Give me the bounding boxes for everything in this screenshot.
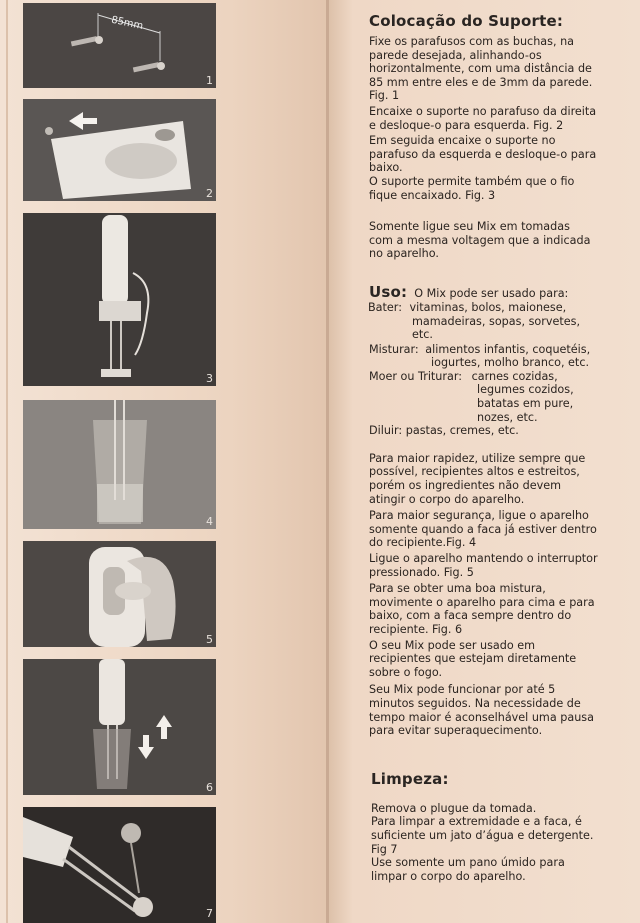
bracket-illustration <box>23 99 216 201</box>
mixer-glass-illustration <box>23 400 216 529</box>
figure-number: 5 <box>206 633 213 646</box>
figure-7-cleaning <box>23 807 216 923</box>
cleaning-illustration <box>23 807 216 923</box>
paragraph: Para se obter uma boa mistura, movimente o aparelho para cima e para baixo, com a faca sempre dentro do recipiente. Fig. 6 <box>369 582 595 636</box>
hand-mixer-illustration <box>23 541 216 647</box>
paragraph: Para maior rapidez, utilize sempre que possível, recipientes altos e estreitos, porém os ingredientes não devem atingir o corpo do aparelho. <box>369 451 586 506</box>
figure-6-up-down-motion <box>23 659 216 795</box>
paragraph: O suporte permite também que o fio fique encaixado. Fig. 3 <box>369 174 575 202</box>
section-title-uso: Uso: <box>369 282 408 301</box>
motion-illustration <box>23 659 216 795</box>
page-fold <box>326 0 329 923</box>
paragraph: Encaixe o suporte no parafuso da direita e desloque-o para esquerda. Fig. 2 <box>369 104 597 132</box>
page-margin-line <box>6 0 8 923</box>
screw-illustration <box>23 3 216 88</box>
figure-number: 1 <box>206 74 213 87</box>
figure-number: 6 <box>206 781 213 794</box>
paragraph: Use somente um pano úmido para limpar o corpo do aparelho. <box>371 856 565 883</box>
paragraph: Para maior segurança, ligue o aparelho somente quando a faca já estiver dentro do recipiente.Fig. 4 <box>369 509 597 550</box>
paragraph: O seu Mix pode ser usado em recipientes que estejam diretamente sobre o fogo. <box>369 638 577 679</box>
paragraph: Em seguida encaixe o suporte no parafuso da esquerda e desloque-o para baixo. <box>369 134 597 175</box>
figure-number: 2 <box>206 187 213 200</box>
figure-number: 7 <box>206 907 213 920</box>
figure-5-hand-holding-mixer <box>23 541 216 647</box>
dimension-label: 85mm <box>110 14 145 33</box>
use-item-diluir: Diluir: pastas, cremes, etc. <box>369 424 519 438</box>
paragraph: Somente ligue seu Mix em tomadas com a mesma voltagem que a indicada no aparelho. <box>369 220 591 261</box>
section-title-limpeza: Limpeza: <box>371 769 449 788</box>
paragraph: Remova o plugue da tomada. <box>371 801 537 815</box>
paragraph: Para limpar a extremidade e a faca, é suficiente um jato d’água e detergente. Fig 7 <box>371 815 594 856</box>
figure-4-mixer-in-glass <box>23 400 216 529</box>
use-item-bater: Bater: vitaminas, bolos, maionese, <box>368 300 567 314</box>
uso-intro: O Mix pode ser usado para: <box>414 286 569 300</box>
figure-number: 3 <box>206 372 213 385</box>
section-title-suporte: Colocação do Suporte: <box>369 12 564 30</box>
figure-3-mixer-on-wall <box>23 213 216 386</box>
figure-number: 4 <box>206 515 213 528</box>
instructions-column: Colocação do Suporte: Fixe os parafusos com as buchas, na parede desejada, alinhando-os horizontalmente, com uma distância de 85 mm entre eles e de 3mm da parede. Fig. 1 Encaixe o suporte no parafuso da direita e desloque-o para esquerda. Fig. 2 Em seguida encaixe o suporte no parafuso da esquerda e desloque-o para baixo. O suporte permite também que o fio fique encaixado. Fig. 3 Somente ligue seu Mix em tomadas com a mesma voltagem que a indicada no aparelho. Uso: O Mix pode ser usado para: Bater: vitaminas, bolos, maionese, mamadeiras, sopas, sorvetes, etc. Misturar: alimentos infantis, coquetéis, iogurtes, molho branco, etc. Moer ou Triturar: carnes cozidas, legumes cozidos, batatas em pure, nozes, etc. Diluir: pastas, cremes, etc. Para maior rapidez, utilize sempre que possível, recipientes altos e estreitos, porém os ingredientes não devem atingir o corpo do aparelho. Para maior segurança, ligue o aparelho somente quando a faca já estiver dentro do recipiente.Fig. 4 Ligue o aparelho mantendo o interruptor pressionado. Fig. 5 Para se obter uma boa mistura, movimente o aparelho para cima e para baixo, com a faca sempre dentro do recipiente. Fig. 6 O seu Mix pode ser usado em recipientes que estejam diretamente sobre o fogo. Seu Mix pode funcionar por até 5 minutos seguidos. Na necessidade de tempo maior é aconselhável uma pausa para evitar superaquecimento. Limpeza: Remova o plugue da tomada. Para limpar a extremidade e a faca, é suficiente um jato d’água e detergente. Fig 7 Use somente um pano úmido para limpar o corpo do aparelho. <box>369 12 631 883</box>
use-item-misturar: Misturar: alimentos infantis, coquetéis, <box>369 342 591 356</box>
mixer-wall-illustration <box>23 213 216 386</box>
paragraph: Ligue o aparelho mantendo o interruptor pressionado. Fig. 5 <box>369 552 598 579</box>
uso-header <box>369 283 631 301</box>
use-item-moer: Moer ou Triturar: carnes cozidas, <box>369 369 558 383</box>
figure-2-bracket <box>23 99 216 201</box>
figure-1-screws <box>23 3 216 88</box>
paragraph: Fixe os parafusos com as buchas, na parede desejada, alinhando-os horizontalmente, com uma distância de 85 mm entre eles e de 3mm da parede. Fig. 1 <box>369 35 593 103</box>
paragraph: Seu Mix pode funcionar por até 5 minutos seguidos. Na necessidade de tempo maior é aconselhável uma pausa para evitar superaquecimento. <box>369 683 594 738</box>
